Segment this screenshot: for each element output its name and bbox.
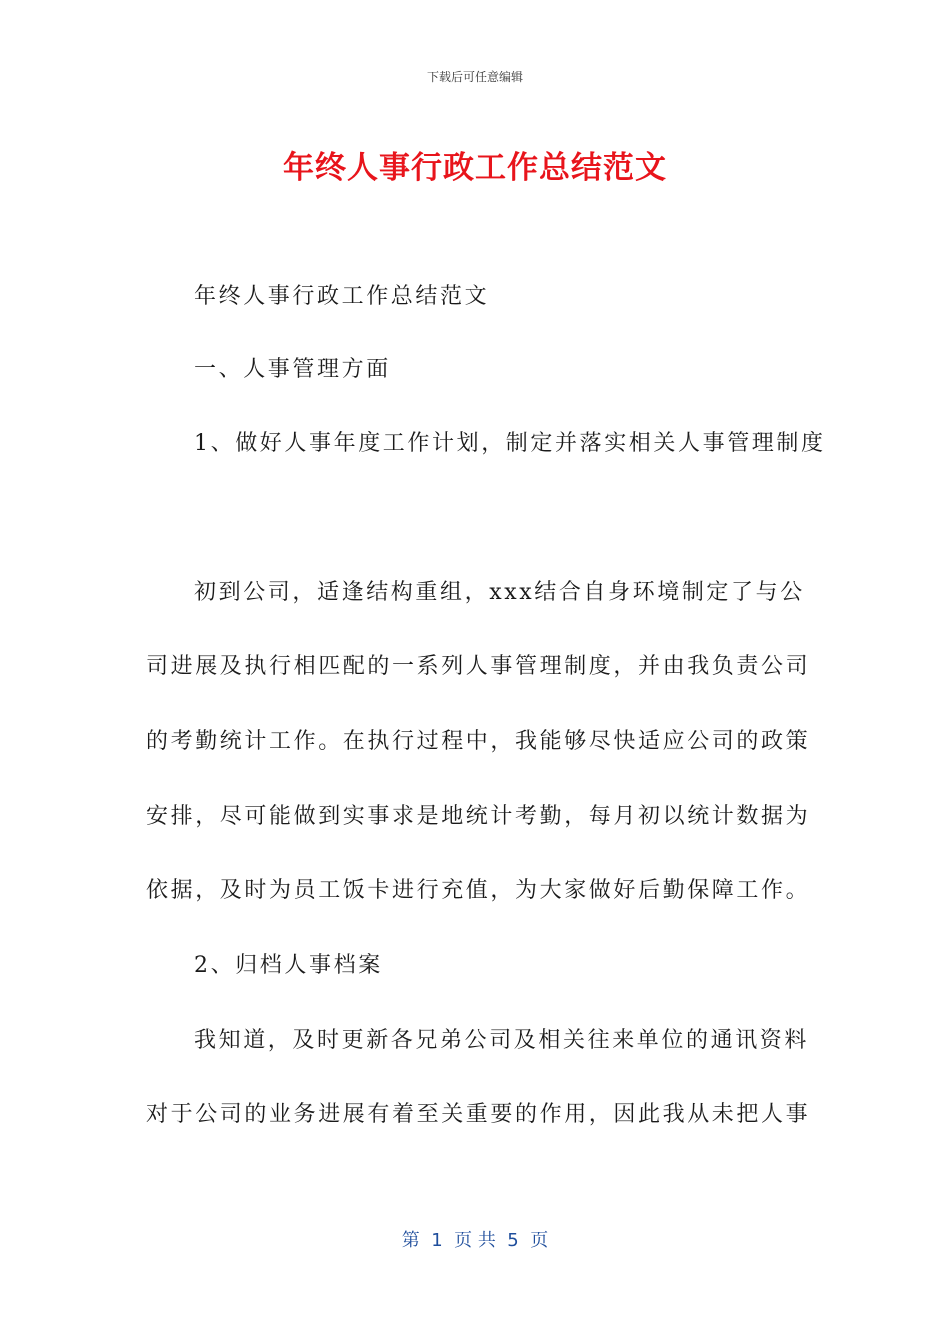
section-heading: 一、人事管理方面	[194, 357, 391, 382]
paragraph-line: 依据，及时为员工饭卡进行充值，为大家做好后勤保障工作。	[146, 878, 811, 903]
page-number: 第 1 页 共 5 页	[401, 1230, 549, 1251]
subtitle-line: 年终人事行政工作总结范文	[194, 284, 490, 309]
subsection-heading: 2、归档人事档案	[194, 953, 383, 978]
header-note: 下载后可任意编辑	[426, 70, 523, 84]
subsection-heading: 1、做好人事年度工作计划，制定并落实相关人事管理制度	[194, 431, 826, 456]
paragraph-line: 的考勤统计工作。在执行过程中，我能够尽快适应公司的政策	[146, 729, 811, 754]
paragraph-line: 安排，尽可能做到实事求是地统计考勤，每月初以统计数据为	[146, 804, 811, 829]
paragraph-line: 司进展及执行相匹配的一系列人事管理制度，并由我负责公司	[146, 654, 811, 679]
paragraph-line: 我知道，及时更新各兄弟公司及相关往来单位的通讯资料	[194, 1028, 810, 1053]
paragraph-line: 初到公司，适逢结构重组，xxx结合自身环境制定了与公	[194, 580, 805, 605]
document-title: 年终人事行政工作总结范文	[283, 150, 667, 186]
paragraph-line: 对于公司的业务进展有着至关重要的作用，因此我从未把人事	[146, 1102, 811, 1127]
